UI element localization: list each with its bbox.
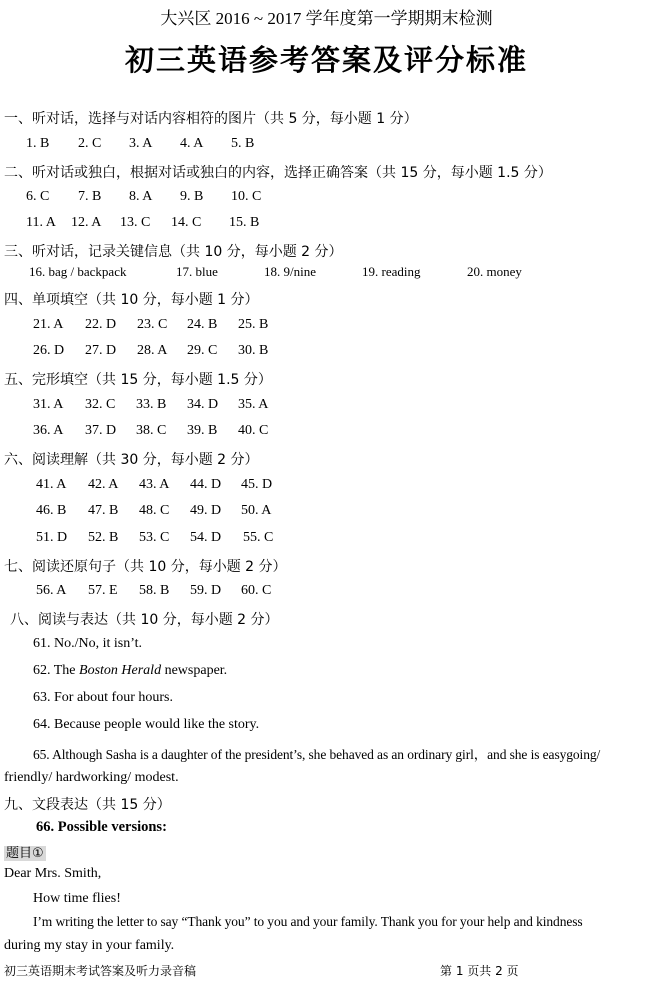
answer-item: 33. B <box>136 397 167 412</box>
answer-63: 63. For about four hours. <box>33 690 173 705</box>
answer-item: 1. B <box>26 136 50 151</box>
answer-item: 56. A <box>36 583 67 598</box>
answer-item: 36. A <box>33 423 64 438</box>
section-1-heading: 一、听对话，选择与对话内容相符的图片（共 5 分，每小题 1 分） <box>4 111 418 127</box>
document-title: 初三英语参考答案及评分标准 <box>124 43 528 77</box>
answer-item: 42. A <box>88 477 119 492</box>
answer-item: 25. B <box>238 317 269 332</box>
answer-item: 45. D <box>241 477 273 492</box>
answer-item: 12. A <box>71 215 102 230</box>
letter-salutation: Dear Mrs. Smith, <box>4 866 102 881</box>
answer-62-prefix: 62. The <box>33 663 80 678</box>
section-3-heading: 三、听对话，记录关键信息（共 10 分，每小题 2 分） <box>4 244 343 260</box>
answer-item: 38. C <box>136 423 167 438</box>
topic-tag-label: 题目① <box>6 846 44 861</box>
answer-item: 44. D <box>190 477 222 492</box>
answer-item: 5. B <box>231 136 255 151</box>
section-4-heading: 四、单项填空（共 10 分，每小题 1 分） <box>4 292 259 308</box>
footer-document-name: 初三英语期末考试答案及听力录音稿 <box>4 964 197 978</box>
answer-item: 49. D <box>190 503 222 518</box>
topic-tag <box>4 842 46 862</box>
answer-item: 60. C <box>241 583 272 598</box>
footer-page-number: 第 1 页共 2 页 <box>440 964 519 978</box>
answer-item: 39. B <box>187 423 218 438</box>
answer-item: 37. D <box>85 423 117 438</box>
answer-item: 47. B <box>88 503 119 518</box>
answer-item: 30. B <box>238 343 269 358</box>
possible-versions-heading: 66. Possible versions: <box>36 819 167 835</box>
answer-item: 13. C <box>120 215 151 230</box>
answer-item: 34. D <box>187 397 219 412</box>
answer-item: 11. A <box>26 215 56 230</box>
answer-item: 7. B <box>78 189 102 204</box>
answer-62-suffix: newspaper. <box>161 663 228 678</box>
answer-item: 31. A <box>33 397 64 412</box>
answer-item: 15. B <box>229 215 260 230</box>
answer-item: 52. B <box>88 530 119 545</box>
answer-61: 61. No./No, it isn’t. <box>33 636 143 651</box>
section-9-heading: 九、文段表达（共 15 分） <box>4 797 171 813</box>
answer-item: 53. C <box>139 530 170 545</box>
answer-62 <box>33 663 227 679</box>
answer-64: 64. Because people would like the story. <box>33 717 260 732</box>
answer-65-line1: 65. Although Sasha is a daughter of the president’s, she behaved as an ordinary girl，and she is easygoing/ <box>33 747 601 762</box>
answer-item: 41. A <box>36 477 67 492</box>
answer-item: 28. A <box>137 343 168 358</box>
answer-item: 9. B <box>180 189 204 204</box>
answer-item: 59. D <box>190 583 222 598</box>
exam-header: 大兴区 2016 ~ 2017 学年度第一学期期末检测 <box>160 9 493 28</box>
answer-item: 8. A <box>129 189 153 204</box>
answer-item: 20. money <box>467 264 522 279</box>
answer-item: 19. reading <box>362 264 421 279</box>
letter-line: How time flies! <box>33 891 121 906</box>
answer-item: 18. 9/nine <box>264 264 316 279</box>
section-7-heading: 七、阅读还原句子（共 10 分，每小题 2 分） <box>4 559 287 575</box>
answer-item: 51. D <box>36 530 68 545</box>
answer-item: 17. blue <box>176 264 218 279</box>
answer-item: 55. C <box>243 530 274 545</box>
answer-item: 48. C <box>139 503 170 518</box>
answer-item: 24. B <box>187 317 218 332</box>
answer-item: 58. B <box>139 583 170 598</box>
answer-item: 32. C <box>85 397 116 412</box>
section-8-heading: 八、阅读与表达（共 10 分，每小题 2 分） <box>10 612 279 628</box>
section-5-heading: 五、完形填空（共 15 分，每小题 1.5 分） <box>4 372 272 388</box>
answer-item: 27. D <box>85 343 117 358</box>
answer-item: 54. D <box>190 530 222 545</box>
letter-line: during my stay in your family. <box>4 938 175 953</box>
answer-item: 50. A <box>241 503 272 518</box>
answer-item: 14. C <box>171 215 202 230</box>
answer-item: 40. C <box>238 423 269 438</box>
answer-item: 21. A <box>33 317 64 332</box>
answer-65-line2: friendly/ hardworking/ modest. <box>4 770 179 785</box>
answer-item: 35. A <box>238 397 269 412</box>
answer-item: 46. B <box>36 503 67 518</box>
answer-62-italic: Boston Herald <box>79 663 162 678</box>
answer-item: 23. C <box>137 317 168 332</box>
answer-item: 29. C <box>187 343 218 358</box>
answer-item: 4. A <box>180 136 204 151</box>
section-6-heading: 六、阅读理解（共 30 分，每小题 2 分） <box>4 452 259 468</box>
answer-item: 43. A <box>139 477 170 492</box>
answer-item: 16. bag / backpack <box>29 264 127 279</box>
answer-item: 22. D <box>85 317 117 332</box>
answer-item: 6. C <box>26 189 50 204</box>
section-2-heading: 二、听对话或独白，根据对话或独白的内容，选择正确答案（共 15 分，每小题 1.5 分） <box>4 165 552 181</box>
letter-line: I’m writing the letter to say “Thank you” to you and your family. Thank you for your help and kindness <box>33 914 583 929</box>
answer-item: 57. E <box>88 583 118 598</box>
answer-item: 3. A <box>129 136 153 151</box>
answer-item: 10. C <box>231 189 262 204</box>
answer-item: 26. D <box>33 343 65 358</box>
answer-item: 2. C <box>78 136 102 151</box>
